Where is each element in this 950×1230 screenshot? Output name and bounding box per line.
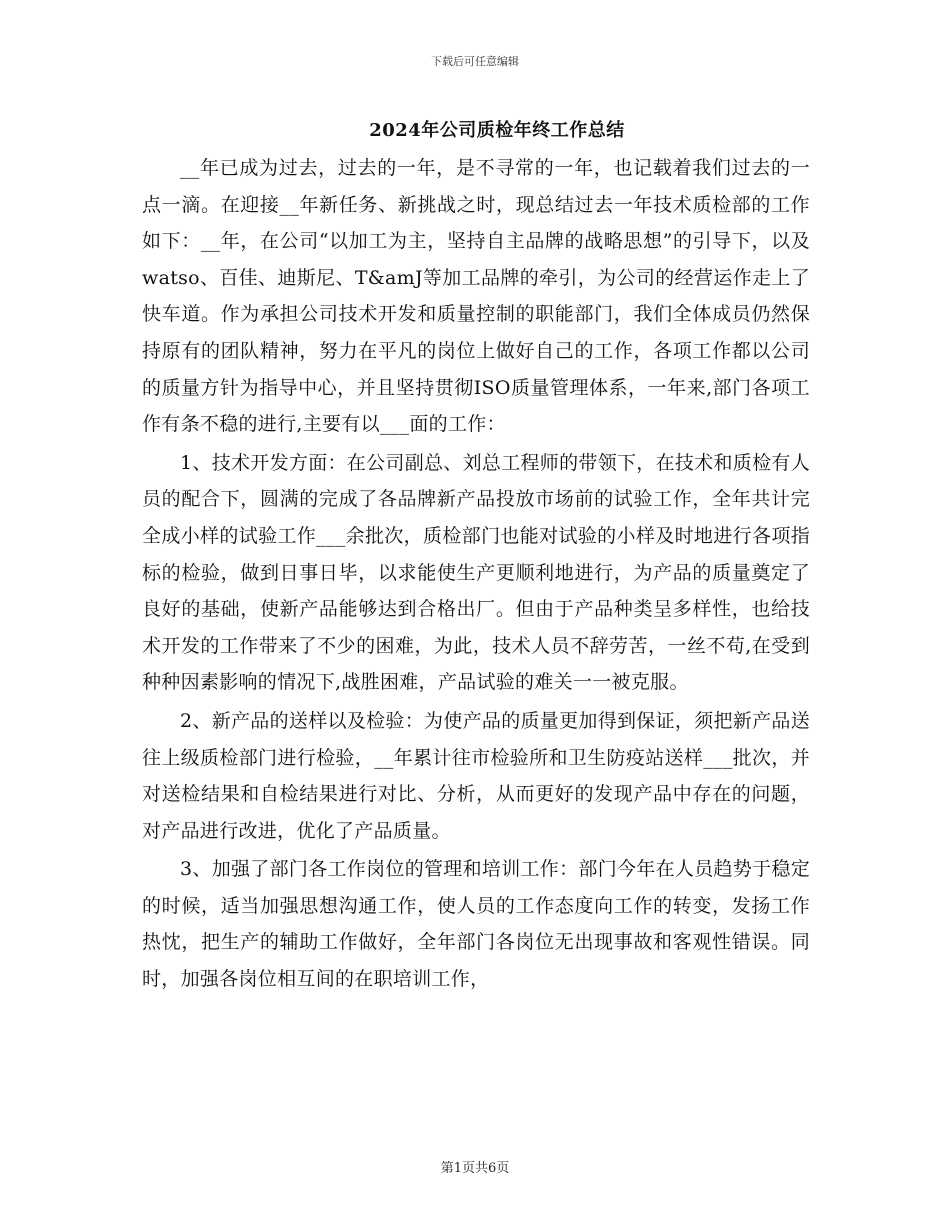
paragraph-sample-inspection: 2、新产品的送样以及检验：为使产品的质量更加得到保证，须把新产品送往上级质检部门进行检验，__年累计往市检验所和卫生防疫站送样___批次，并对送检结果和自检结果进行对比、分析，从而更好的发现产品中存在的问题，对产品进行改进，优化了产品质量。 (142, 709, 810, 842)
document-title: 2024年公司质检年终工作总结 (369, 120, 625, 141)
paragraph-tech-development: 1、技术开发方面：在公司副总、刘总工程师的带领下，在技术和质检有人员的配合下，圆满的完成了各品牌新产品投放市场前的试验工作，全年共计完全成小样的试验工作___余批次，质检部门也能对试验的小样及时地进行各项指标的检验，做到日事日毕，以求能使生产更顺利地进行，为产品的质量奠定了良好的基础，使新产品能够达到合格出厂。但由于产品种类呈多样性，也给技术开发的工作带来了不少的困难，为此，技术人员不辞劳苦，一丝不苟,在受到种种因素影响的情况下,战胜困难，产品试验的难关一一被克服。 (142, 451, 810, 694)
paragraph-management-training: 3、加强了部门各工作岗位的管理和培训工作：部门今年在人员趋势于稳定的时候，适当加强思想沟通工作，使人员的工作态度向工作的转变，发扬工作热忱，把生产的辅助工作做好，全年部门各岗位无出现事故和客观性错误。同时，加强各岗位相互间的在职培训工作， (142, 858, 810, 991)
document-body (142, 150, 810, 998)
page-header-note: 下载后可任意编辑 (431, 55, 519, 68)
page-number: 第1页共6页 (440, 1161, 510, 1176)
paragraph-intro: __年已成为过去，过去的一年，是不寻常的一年，也记载着我们过去的一点一滴。在迎接__年新任务、新挑战之时，现总结过去一年技术质检部的工作如下：__年，在公司“以加工为主，坚持自主品牌的战略思想”的引导下，以及watso、百佳、迪斯尼、T&amJ等加工品牌的牵引，为公司的经营运作走上了快车道。作为承担公司技术开发和质量控制的职能部门，我们全体成员仍然保持原有的团队精神，努力在平凡的岗位上做好自己的工作，各项工作都以公司的质量方针为指导中心，并且坚持贯彻ISO质量管理体系，一年来,部门各项工作有条不稳的进行,主要有以___面的工作： (142, 157, 810, 436)
